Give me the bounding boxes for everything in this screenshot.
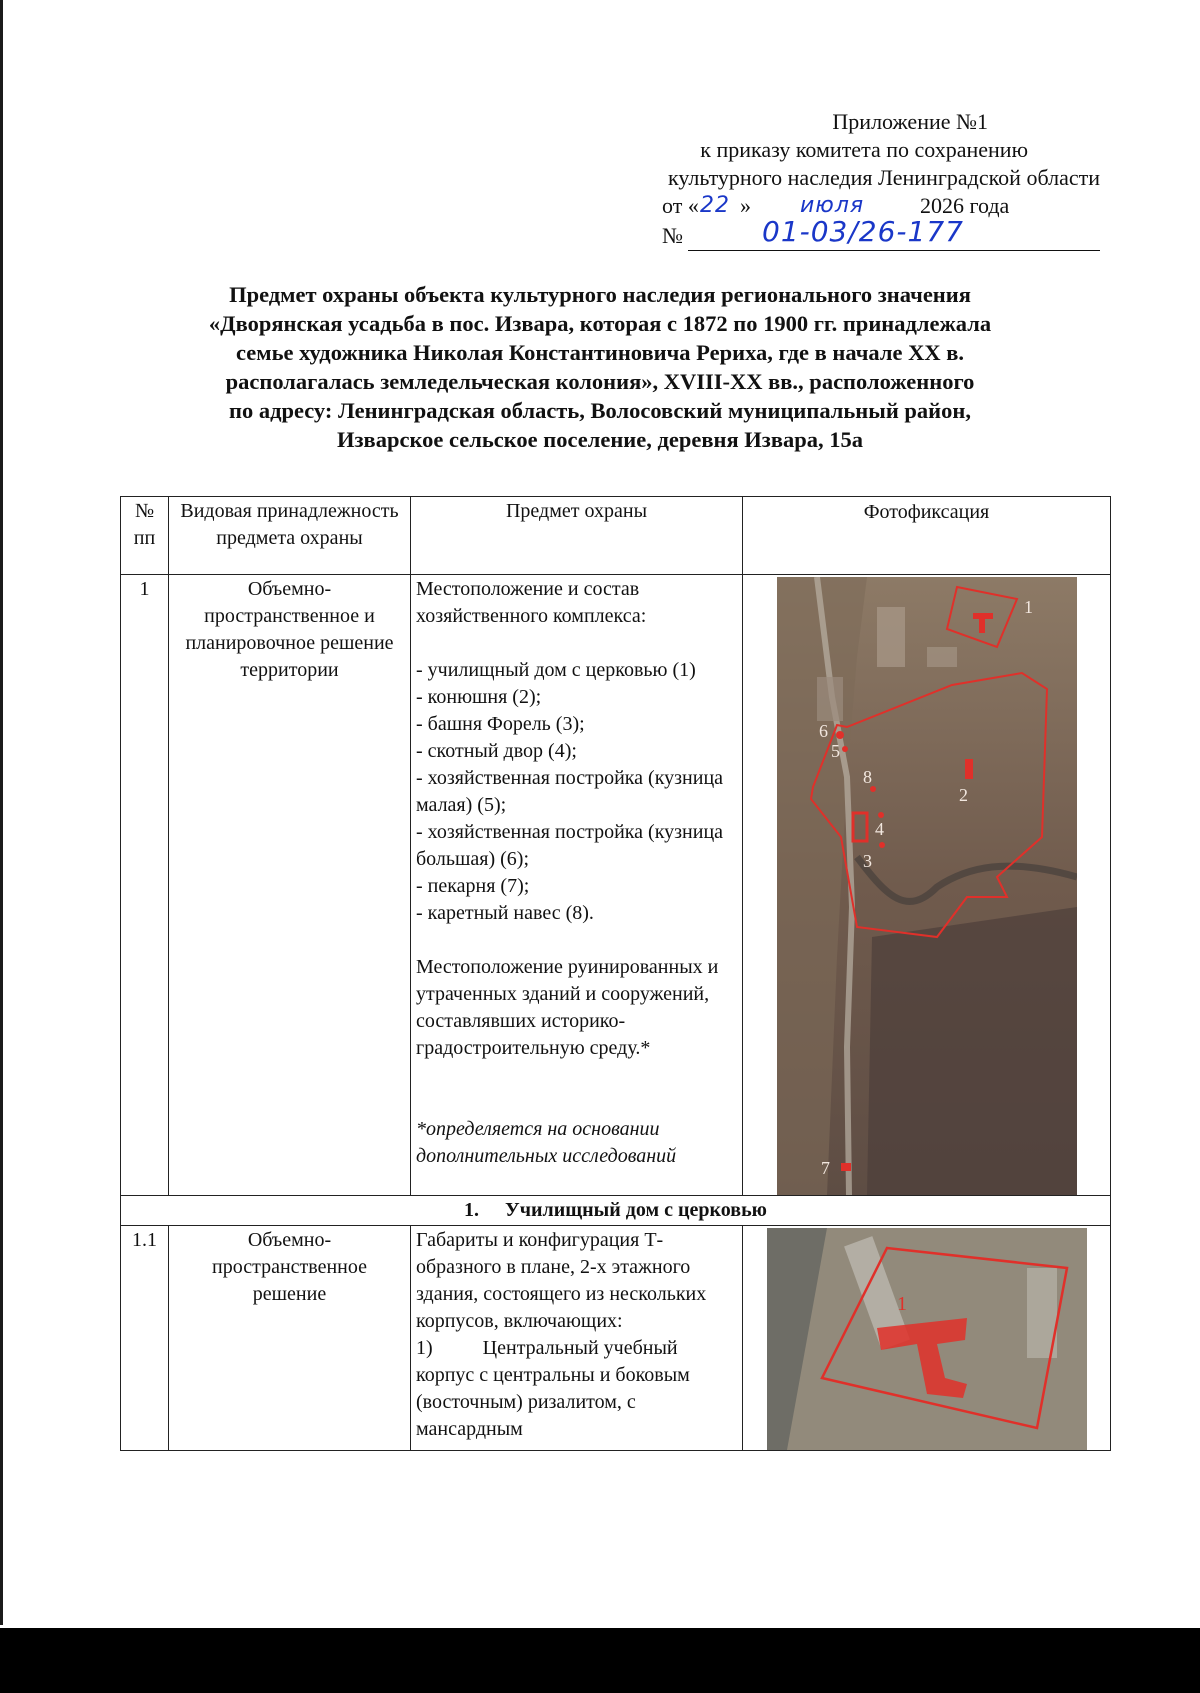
list-item xyxy=(416,1335,737,1443)
map-label-1: 1 xyxy=(896,1293,907,1315)
date-prefix: от « xyxy=(662,193,699,218)
photo-cell xyxy=(743,1226,1111,1451)
table-row xyxy=(121,1226,1111,1451)
scan-edge xyxy=(0,0,3,1625)
header-type: Видовая принадлежность предмета охраны xyxy=(169,497,411,575)
row-type: Объемно-пространственное и планировочное решение территории xyxy=(169,575,411,1196)
list-item: - конюшня (2); xyxy=(416,686,542,708)
date-year: 2026 года xyxy=(920,193,1010,218)
row-type: Объемно-пространственное решение xyxy=(169,1226,411,1451)
appendix-title: Приложение №1 xyxy=(832,109,988,134)
row-num: 1.1 xyxy=(121,1226,169,1451)
list-item: - хозяйственная постройка (кузница большая) (6); xyxy=(416,821,724,870)
title-line: семье художника Николая Константиновича Рериха, где в начале XX в. xyxy=(236,340,964,365)
subject-intro: Местоположение и состав хозяйственного комплекса: xyxy=(416,578,647,627)
row-num: 1 xyxy=(121,575,169,1196)
map-label-7: 7 xyxy=(820,1158,830,1178)
row-subject xyxy=(411,575,743,1196)
section-title xyxy=(121,1196,1111,1226)
subject-note: *определяется на основании дополнительных исследований xyxy=(416,1118,677,1167)
table-header-row xyxy=(121,497,1111,575)
subject-ruins: Местоположение руинированных и утраченных зданий и сооружений, составлявших историко-градостроительную среду.* xyxy=(416,956,719,1059)
map-label-6: 6 xyxy=(818,721,828,741)
date-month-handwritten: июля xyxy=(800,193,865,218)
aerial-map-image xyxy=(777,577,1077,1195)
date-day-handwritten: 22 xyxy=(700,193,730,218)
list-item: - училищный дом с церковью (1) xyxy=(416,659,696,681)
aerial-building-image xyxy=(767,1228,1087,1450)
document-title xyxy=(120,280,1080,454)
section-header-row xyxy=(121,1196,1111,1226)
title-line: по адресу: Ленинградская область, Волосовский муниципальный район, xyxy=(228,398,971,423)
map-label-2: 2 xyxy=(958,785,968,805)
appendix-line-2: культурного наследия Ленинградской области xyxy=(668,165,1100,190)
title-line: «Дворянская усадьба в пос. Извара, которая с 1872 по 1900 гг. принадлежала xyxy=(208,311,992,336)
row-subject xyxy=(411,1226,743,1451)
title-line: располагалась земледельческая колония», XVIII-XX вв., расположенного xyxy=(225,369,975,394)
list-item: - башня Форель (3); xyxy=(416,713,585,735)
section-name: Училищный дом с церковью xyxy=(505,1199,767,1221)
photo-cell xyxy=(743,575,1111,1196)
protection-subject-table xyxy=(120,496,1111,1451)
list-item: - скотный двор (4); xyxy=(416,740,577,762)
table-row xyxy=(121,575,1111,1196)
number-handwritten: 01-03/26-177 xyxy=(762,215,964,248)
title-line: Предмет охраны объекта культурного наследия регионального значения xyxy=(229,282,971,307)
appendix-number xyxy=(540,215,1100,254)
number-label: № xyxy=(662,223,683,248)
title-line: Изварское сельское поселение, деревня Извара, 15а xyxy=(337,427,863,452)
number-underline xyxy=(688,250,1100,251)
map-label-8: 8 xyxy=(862,767,872,787)
map-label-1: 1 xyxy=(1023,597,1033,617)
map-label-3: 3 xyxy=(862,851,872,871)
list-item-number: 1) xyxy=(416,1337,433,1359)
header-photo: Фотофиксация xyxy=(743,497,1111,575)
section-number: 1. xyxy=(464,1199,480,1221)
list-item: - пекарня (7); xyxy=(416,875,530,897)
date-quote-close: » xyxy=(740,193,751,218)
list-item-text: Центральный учебный корпус с центральны и боковым (восточным) ризалитом, с мансардным xyxy=(416,1337,690,1440)
map-label-4: 4 xyxy=(874,819,884,839)
header-num: № пп xyxy=(121,497,169,575)
list-item: - хозяйственная постройка (кузница малая) (5); xyxy=(416,767,724,816)
scan-bottom-bar xyxy=(0,1628,1200,1693)
subject-desc: Габариты и конфигурация Т-образного в плане, 2-х этажного здания, состоящего из нескольких корпусов, включающих: xyxy=(416,1229,707,1332)
map-label-5: 5 xyxy=(830,741,840,761)
appendix-block xyxy=(540,108,1100,254)
appendix-line-1: к приказу комитета по сохранению xyxy=(700,137,1028,162)
list-item: - каретный навес (8). xyxy=(416,902,594,924)
header-subject: Предмет охраны xyxy=(411,497,743,575)
